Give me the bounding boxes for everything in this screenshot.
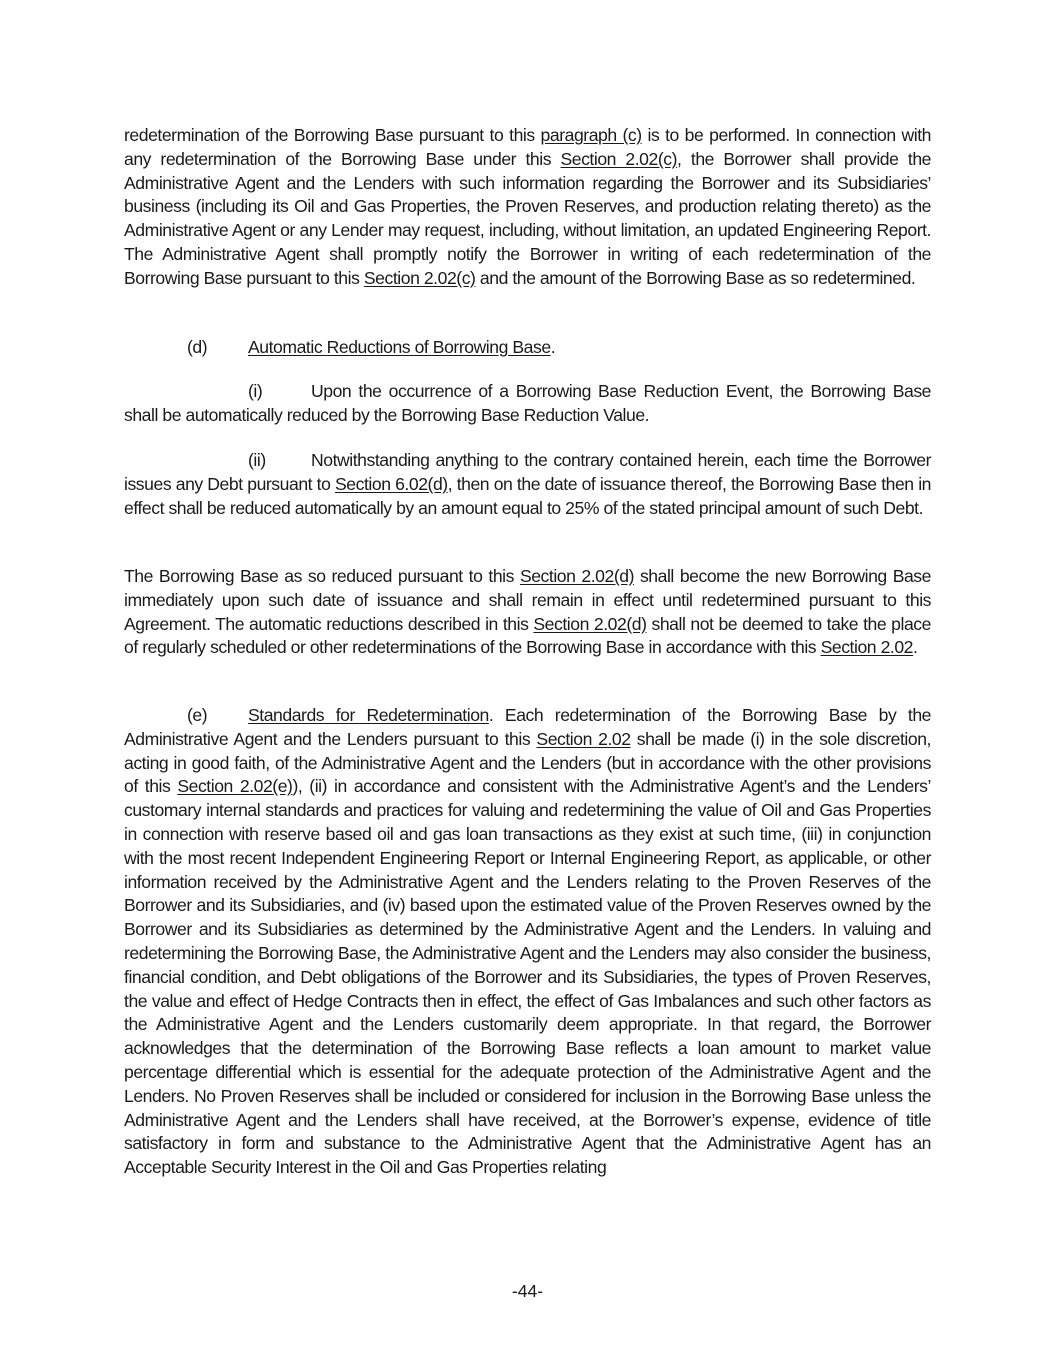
text-run: shall be made (i) in the sole discretion, acting in good faith, of the Administrative Agent and the Lenders (but in accordance with the other provisions of this (124, 728, 931, 797)
cross-reference-section-2-02-c: Section 2.02(c) (363, 267, 476, 288)
paragraph-c-continuation (124, 124, 931, 291)
section-d-closing-paragraph (124, 565, 931, 660)
section-e-title: Standards for Redetermination (248, 705, 489, 725)
text-run: redetermination of the Borrowing Base pursuant to this (124, 125, 541, 145)
item-i-text: Upon the occurrence of a Borrowing Base Reduction Event, the Borrowing Base shall be automatically reduced by the Borrowing Base Reduction Value. (124, 381, 931, 425)
text-run: . (913, 637, 918, 658)
cross-reference-section-2-02: Section 2.02 (536, 728, 631, 749)
text-run: , then on the date of issuance thereof, the Borrowing Base then in effect shall be reduced automatically by an amount equal to 25% of the stated principal amount of such Debt. (124, 473, 931, 518)
item-i-label: (i) (248, 381, 263, 401)
section-d-item-ii (124, 449, 931, 520)
text-run: ), (ii) in accordance and consistent with the Administrative Agent’s and the Lenders’ customary internal standards and practices for valuing and redetermining the value of Oil and Gas Properties in connection with reserve based oil and gas loan transactions as they exist at such time, (iii) in conjunction with the most recent Independent Engineering Report or Internal Engineering Report, as applicable, or other information received by the Administrative Agent and the Lenders relating to the Proven Reserves of the Borrower and its Subsidiaries, and (iv) based upon the estimated value of the Proven Reserves owned by the Borrower and its Subsidiaries as determined by the Administrative Agent and the Lenders. In valuing and redetermining the Borrowing Base, the Administrative Agent and the Lenders may also consider the business, financial condition, and Debt obligations of the Borrower and its Subsidiaries, the types of Proven Reserves, the value and effect of Hedge Contracts then in effect, the effect of Gas Imbalances and such other factors as the Administrative Agent and the Lenders customarily deem appropriate. In that regard, the Borrower acknowledges that the determination of the Borrowing Base reflects a loan amount to market value percentage differential which is essential for the adequate protection of the Administrative Agent and the Lenders. No Proven Reserves shall be included or considered for inclusion in the Borrowing Base unless the Administrative Agent and the Lenders shall have received, at the Borrower’s expense, evidence of title satisfactory in form and substance to the Administrative Agent that the Administrative Agent has an Acceptable Security Interest in the Oil and Gas Properties relating (124, 776, 931, 1178)
section-d-title-wrap (248, 336, 555, 360)
text-run: The Borrowing Base as so reduced pursuant to this (124, 566, 520, 586)
cross-reference-section-2-02-c: Section 2.02(c) (560, 148, 678, 169)
text-run: and the amount of the Borrowing Base as so redetermined. (475, 267, 916, 288)
text-run: shall become the new Borrowing Base immediately upon such date of issuance and shall remain in effect until redetermined pursuant to this Agreement. The automatic reductions described in this (124, 566, 931, 634)
section-e-label: (e) (187, 705, 208, 725)
text-run: shall not be deemed to take the place of regularly scheduled or other redeterminations of the Borrowing Base in accordance with this (124, 613, 931, 658)
section-d-label: (d) (187, 337, 208, 357)
section-e-paragraph (124, 704, 931, 1180)
section-d-title: Automatic Reductions of Borrowing Base (248, 337, 551, 357)
cross-reference-paragraph-c: paragraph (c) (540, 125, 642, 145)
text-run: Notwithstanding anything to the contrary contained herein, each time the Borrower issues any Debt pursuant to (124, 450, 931, 494)
text-run: , the Borrower shall provide the Administrative Agent and the Lenders with such information regarding the Borrower and its Subsidiaries’ business (including its Oil and Gas Properties, the Proven Reserves, and production relating thereto) as the Administrative Agent or any Lender may request, including, without limitation, an updated Engineering Report. The Administrative Agent shall promptly notify the Borrower in writing of each redetermination of the Borrowing Base pursuant to this (124, 148, 931, 288)
page-number: -44- (511, 1281, 544, 1301)
cross-reference-section-2-02-e: Section 2.02(e) (177, 776, 293, 797)
section-d-item-i (124, 380, 931, 428)
cross-reference-section-2-02-d: Section 2.02(d) (533, 613, 647, 634)
cross-reference-section-2-02: Section 2.02 (820, 637, 914, 658)
text-run: is to be performed. In connection with any redetermination of the Borrowing Base under this (124, 125, 932, 169)
text-run: . Each redetermination of the Borrowing Base by the Administrative Agent and the Lenders pursuant to this (124, 705, 931, 749)
item-ii-label: (ii) (248, 450, 266, 470)
cross-reference-section-6-02-d: Section 6.02(d) (335, 473, 448, 494)
cross-reference-section-2-02-d: Section 2.02(d) (519, 566, 635, 586)
text-run: . (550, 337, 556, 357)
